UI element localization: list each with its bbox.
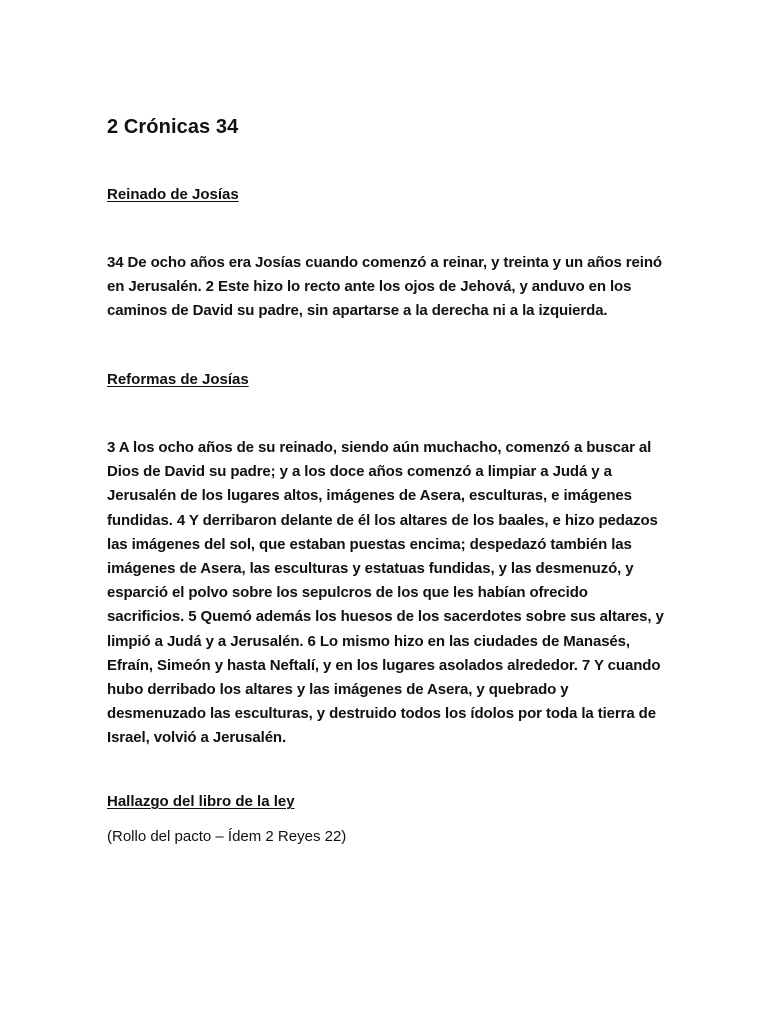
reference-note: (Rollo del pacto – Ídem 2 Reyes 22) [107, 828, 347, 845]
page-title: 2 Crónicas 34 [107, 116, 239, 138]
paragraph-reinado: 34 De ocho años era Josías cuando comenzó a reinar, y treinta y un años reinó en Jerusalén. 2 Este hizo lo recto ante los ojos de Jehová, y anduvo en los caminos de David su padre, sin apartarse a la derecha ni a la izquierda. [107, 254, 662, 320]
section-heading-hallazgo: Hallazgo del libro de la ley [107, 793, 295, 810]
section-heading-reinado: Reinado de Josías [107, 186, 239, 203]
section-heading-reformas: Reformas de Josías [107, 371, 249, 388]
paragraph-reformas: 3 A los ocho años de su reinado, siendo aún muchacho, comenzó a buscar al Dios de David su padre; y a los doce años comenzó a limpiar a Judá y a Jerusalén de los lugares altos, imágenes de Asera, esculturas, e imágenes fundidas. 4 Y derribaron delante de él los altares de los baales, e hizo pedazos las imágenes del sol, que estaban puestas encima; despedazó también las imágenes de Asera, las esculturas y estatuas fundidas, y las desmenuzó, y esparció el polvo sobre los sepulcros de los que les habían ofrecido sacrificios. 5 Quemó además los huesos de los sacerdotes sobre sus altares, y limpió a Judá y a Jerusalén. 6 Lo mismo hizo en las ciudades de Manasés, Efraín, Simeón y hasta Neftalí, y en los lugares asolados alrededor. 7 Y cuando hubo derribado los altares y las imágenes de Asera, y quebrado y desmenuzado las esculturas, y destruido todos los ídolos por toda la tierra de Israel, volvió a Jerusalén. [107, 439, 664, 747]
